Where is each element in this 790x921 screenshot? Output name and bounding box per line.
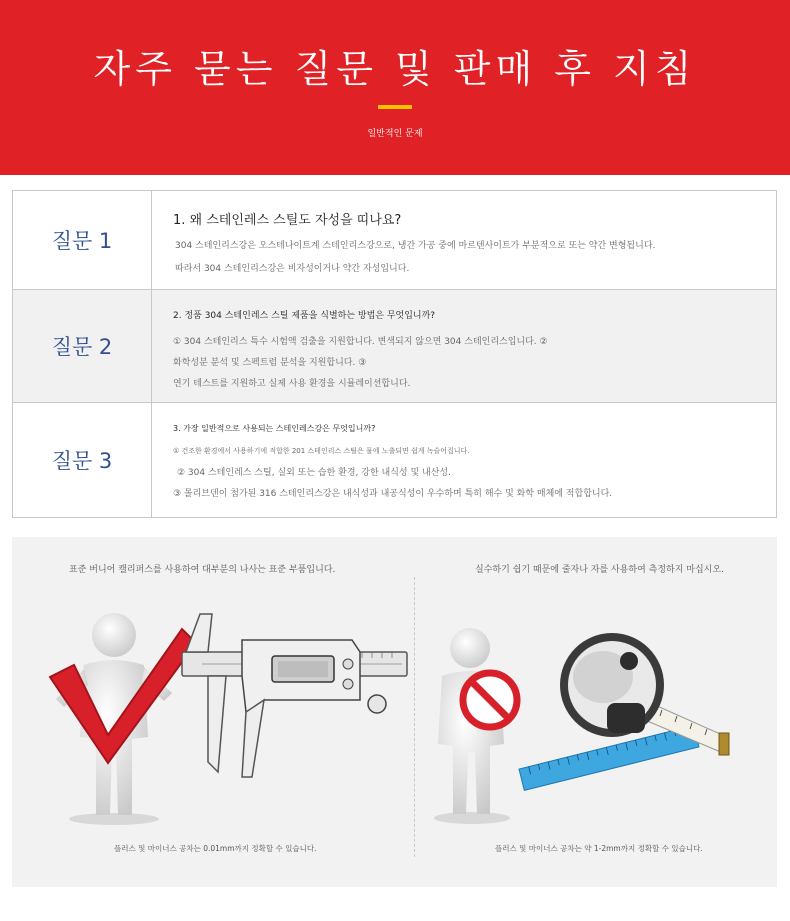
answer-line: 연기 테스트를 지원하고 실제 사용 환경을 시뮬레이션합니다. bbox=[173, 379, 411, 389]
panel-divider bbox=[414, 577, 415, 857]
answer-line: ① 건조한 환경에서 사용하기에 적합한 201 스테인리스 스틸은 물에 노출되면 쉽게 녹슬어집니다. bbox=[173, 447, 470, 455]
left-note: 플러스 및 마이너스 공차는 0.01mm까지 정확할 수 있습니다. bbox=[114, 844, 317, 853]
answer-line: 304 스테인리스강은 오스테나이트계 스테인리스강으로, 냉간 가공 중에 마르텐사이트가 부분적으로 또는 약간 변형됩니다. bbox=[175, 241, 656, 251]
page-header bbox=[0, 0, 790, 175]
question-title: 1. 왜 스테인레스 스틸도 자성을 띠나요? bbox=[173, 213, 402, 228]
faq-row bbox=[13, 403, 776, 517]
faq-row bbox=[13, 191, 776, 290]
right-note: 플러스 및 마이너스 공차는 약 1-2mm까지 정확할 수 있습니다. bbox=[495, 844, 703, 853]
measurement-panel bbox=[12, 537, 777, 887]
left-caption: 표준 버니어 캘리퍼스를 사용하여 대부분의 나사는 표준 부품입니다. bbox=[69, 565, 336, 575]
title-underline bbox=[378, 105, 412, 109]
faq-content bbox=[173, 423, 766, 499]
faq-content bbox=[173, 209, 766, 274]
vernier-caliper-icon bbox=[172, 612, 412, 782]
answer-line: ③ 몰리브덴이 첨가된 316 스테인리스강은 내식성과 내공식성이 우수하며 특히 해수 및 화학 매체에 적합합니다. bbox=[173, 489, 613, 499]
question-title: 3. 가장 일반적으로 사용되는 스테인레스강은 무엇입니까? bbox=[173, 424, 376, 433]
faq-table bbox=[12, 190, 777, 518]
page-subtitle: 일반적인 문제 bbox=[367, 129, 423, 139]
answer-line: ① 304 스테인리스 특수 시험액 검출을 지원합니다. 변색되지 않으면 304 스테인리스입니다. ② bbox=[173, 337, 548, 347]
question-label: 질문 3 bbox=[13, 403, 152, 517]
tape-measure-icon bbox=[517, 627, 747, 817]
answer-line: 따라서 304 스테인리스강은 비자성이거나 약간 자성입니다. bbox=[175, 264, 410, 274]
question-label: 질문 2 bbox=[13, 290, 152, 402]
faq-content bbox=[173, 308, 766, 389]
page-title: 자주 묻는 질문 및 판매 후 지침 bbox=[93, 47, 697, 91]
answer-line: ② 304 스테인레스 스틸, 실외 또는 습한 환경, 강한 내식성 및 내산성. bbox=[177, 468, 451, 478]
figure-with-prohibition-icon bbox=[422, 622, 532, 827]
question-label: 질문 1 bbox=[13, 191, 152, 289]
question-title: 2. 정품 304 스테인레스 스틸 제품을 식별하는 방법은 무엇입니까? bbox=[173, 311, 436, 321]
answer-line: 화학성분 분석 및 스펙트럼 분석을 지원합니다. ③ bbox=[173, 358, 367, 368]
right-caption: 실수하기 쉽기 때문에 줄자나 자를 사용하여 측정하지 마십시오. bbox=[475, 565, 724, 575]
faq-row bbox=[13, 290, 776, 403]
